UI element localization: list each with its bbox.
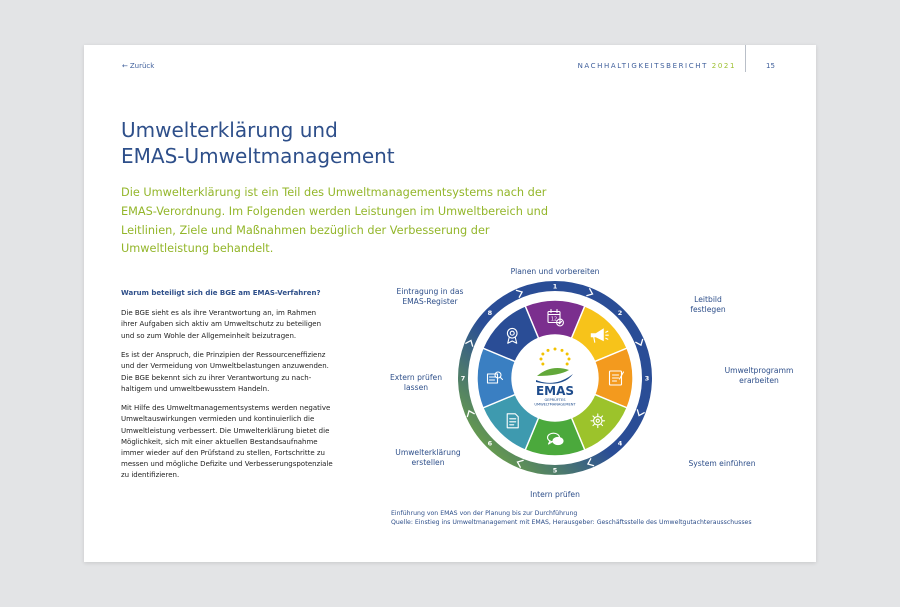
step-label-line: erstellen bbox=[411, 458, 445, 467]
step-number-8: 8 bbox=[487, 309, 493, 318]
step-label-3 bbox=[725, 366, 794, 385]
figure-caption bbox=[391, 509, 752, 527]
page-title-line-1: Umwelterklärung und bbox=[121, 118, 338, 142]
step-number-5: 5 bbox=[552, 466, 558, 475]
body-column bbox=[121, 288, 333, 490]
emas-logo-text: EMAS bbox=[535, 384, 575, 398]
step-label-line: lassen bbox=[403, 383, 429, 392]
step-label-line: EMAS-Register bbox=[402, 297, 458, 306]
step-label-2 bbox=[690, 295, 726, 314]
page-title bbox=[121, 117, 395, 169]
step-label-4 bbox=[688, 459, 755, 468]
body-paragraph-1: Die BGE sieht es als ihre Verantwortung an, im Rahmen ihrer Aufgaben sich aktiv am Umweltschutz zu beteiligen und so zum Wohle der Allgemeinheit beizutragen. bbox=[121, 309, 322, 340]
emas-cycle-diagram bbox=[374, 255, 794, 500]
back-link[interactable]: ← Zurück bbox=[122, 62, 155, 70]
step-label-line: festlegen bbox=[690, 305, 726, 314]
lead-paragraph: Die Umwelterklärung ist ein Teil des Umweltmanagementsystems nach der EMAS-Verordnung. Im Folgenden werden Leistungen im Umweltbereich und Leitlinien, Ziele und Maßnahmen bezüglich der Verbesserung der Umweltleistung behandelt. bbox=[121, 186, 549, 256]
step-label-line: Extern prüfen bbox=[389, 373, 443, 382]
step-number-2: 2 bbox=[617, 309, 623, 318]
step-label-8 bbox=[397, 287, 464, 306]
step-number-7: 7 bbox=[460, 374, 466, 383]
arrow-left-icon: ← bbox=[122, 62, 128, 70]
step-label-line: Planen und vorbereiten bbox=[510, 267, 600, 276]
body-paragraph-2: Es ist der Anspruch, die Prinzipien der Ressourceneffizienz und der Vermeidung von Umweltbelastungen anzuwenden. Die BGE bekennt sich zu ihrer Verantwortung zu nachhaltigem und umweltbewusstem Handeln. bbox=[121, 351, 329, 393]
step-label-7 bbox=[390, 373, 442, 392]
step-label-line: Leitbild bbox=[694, 295, 722, 304]
step-label-line: erarbeiten bbox=[739, 376, 779, 385]
report-page bbox=[84, 45, 816, 562]
body-heading: Warum beteiligt sich die BGE am EMAS-Verfahren? bbox=[121, 289, 321, 297]
figure-caption-title: Einführung von EMAS von der Planung bis zur Durchführung bbox=[391, 510, 578, 517]
step-label-5 bbox=[530, 490, 580, 499]
step-label-1 bbox=[511, 267, 600, 276]
figure-caption-source: Quelle: Einstieg ins Umweltmanagement mit EMAS, Herausgeber: Geschäftsstelle des Umweltgutachterausschusses bbox=[391, 519, 752, 526]
step-number-3: 3 bbox=[644, 374, 650, 383]
emas-logo-sub1: GEPRÜFTES bbox=[544, 398, 566, 402]
calendar-day-text: 12 bbox=[550, 316, 558, 323]
step-label-line: System einführen bbox=[688, 459, 756, 468]
step-label-line: Umwelterklärung bbox=[395, 448, 461, 457]
report-title: NACHHALTIGKEITSBERICHT bbox=[577, 62, 708, 70]
emas-logo-sub2: UMWELTMANAGEMENT bbox=[534, 402, 576, 407]
step-label-line: Intern prüfen bbox=[530, 490, 580, 499]
step-label-6 bbox=[395, 448, 461, 467]
header-divider bbox=[745, 45, 746, 72]
step-label-line: Umweltprogramm bbox=[724, 366, 794, 375]
step-number-4: 4 bbox=[617, 439, 623, 448]
page-title-line-2: EMAS-Umweltmanagement bbox=[121, 144, 395, 168]
body-paragraph-3: Mit Hilfe des Umweltmanagementsystems werden negative Umweltauswirkungen vermieden und kontinuierlich die Umweltleistung verbessert. Die Umwelterklärung bietet die Möglichkeit, sich mit einer aktuellen Bestandsaufnahme immer wieder auf den Prüfstand zu stellen, Fortschritte zu messen und mögliche Defizite und Verbesserungspotenziale zu identifizieren. bbox=[121, 404, 333, 480]
emas-cycle-svg bbox=[374, 255, 794, 500]
step-label-line: Eintragung in das bbox=[396, 287, 464, 296]
page-number: 15 bbox=[766, 62, 775, 70]
report-header-title bbox=[578, 62, 736, 70]
step-number-1: 1 bbox=[552, 282, 558, 291]
report-year: 2021 bbox=[711, 62, 736, 70]
step-number-6: 6 bbox=[487, 439, 493, 448]
